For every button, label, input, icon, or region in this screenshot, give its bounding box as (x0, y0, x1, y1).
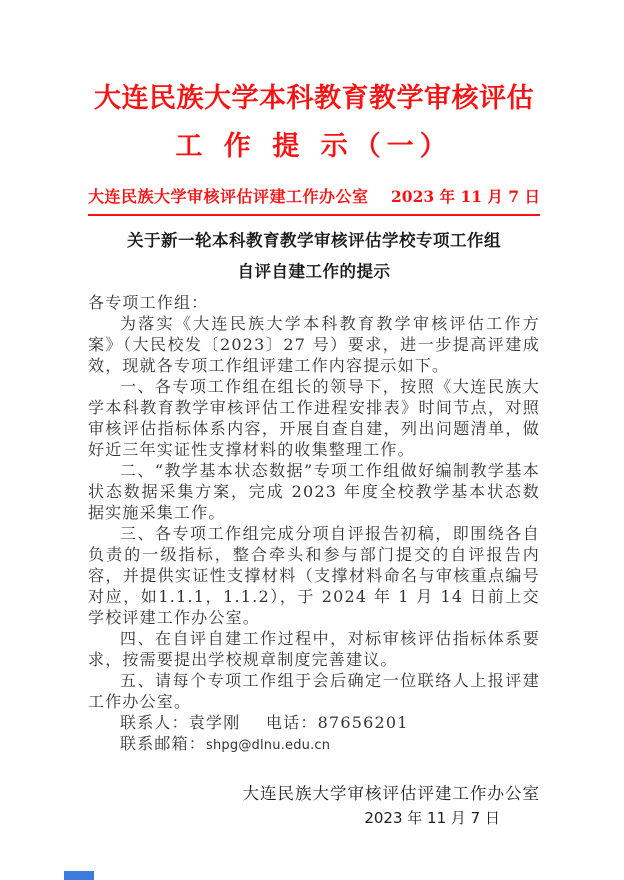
salutation-line: 各专项工作组： (88, 293, 209, 312)
bottom-blue-bar (64, 871, 94, 880)
signature-office-name: 大连民族大学审核评估评建工作办公室 (242, 784, 540, 803)
issuer-header-row (88, 184, 540, 207)
document-title-line2: 工 作 提 示（一） (175, 131, 453, 162)
body-paragraph: 一、各专项工作组在组长的领导下，按照《大连民族大学本科教育教学审核评估工作进程安排表》时间节点，对照审核评估指标体系内容，开展自查自建，列出问题清单，做好近三年实证性支撑材料的收集整理工作。 (88, 377, 540, 459)
signature-block (88, 782, 540, 830)
contact-phone: 电话：87656201 (266, 713, 409, 732)
contact-person-line (88, 712, 540, 733)
notice-subtitle-line1: 关于新一轮本科教育教学审核评估学校专项工作组 (127, 231, 501, 250)
contact-email-address: shpg@dlnu.edu.cn (206, 738, 331, 753)
red-divider-rule (88, 214, 540, 216)
issuer-date: 2023 年 11 月 7 日 (391, 187, 540, 206)
body-paragraph: 五、请每个专项工作组于会后确定一位联络人上报评建工作办公室。 (88, 671, 540, 711)
notice-body (88, 292, 540, 756)
body-paragraph: 四、在自评自建工作过程中，对标审核评估指标体系要求，按需要提出学校规章制度完善建议。 (88, 629, 540, 669)
body-paragraph: 二、“教学基本状态数据”专项工作组做好编制教学基本状态数据采集方案，完成 2023 年度全校教学基本状态数据实施采集工作。 (88, 461, 540, 522)
body-paragraph: 为落实《大连民族大学本科教育教学审核评估工作方案》（大民校发〔2023〕27 号）要求，进一步提高评建成效，现就各专项工作组评建工作内容提示如下。 (88, 314, 540, 375)
contact-person: 联系人：袁学刚 (120, 713, 241, 732)
contact-email-line (88, 733, 540, 756)
notice-subtitle-line2: 自评自建工作的提示 (237, 262, 391, 281)
signature-date: 2023 年 11 月 7 日 (364, 809, 500, 827)
document-content (88, 0, 540, 830)
issuer-office-name: 大连民族大学审核评估评建工作办公室 (88, 187, 369, 206)
body-paragraph: 三、各专项工作组完成分项自评报告初稿，即围绕各自负责的一级指标，整合牵头和参与部门提交的自评报告内容，并提供实证性支撑材料（支撑材料命名与审核重点编号对应，如1.1.1，1.1.2），于 2024 年 1 月 14 日前上交学校评建工作办公室。 (88, 524, 540, 627)
contact-email-label: 联系邮箱： (120, 734, 207, 753)
document-title-line1: 大连民族大学本科教育教学审核评估 (94, 83, 534, 114)
